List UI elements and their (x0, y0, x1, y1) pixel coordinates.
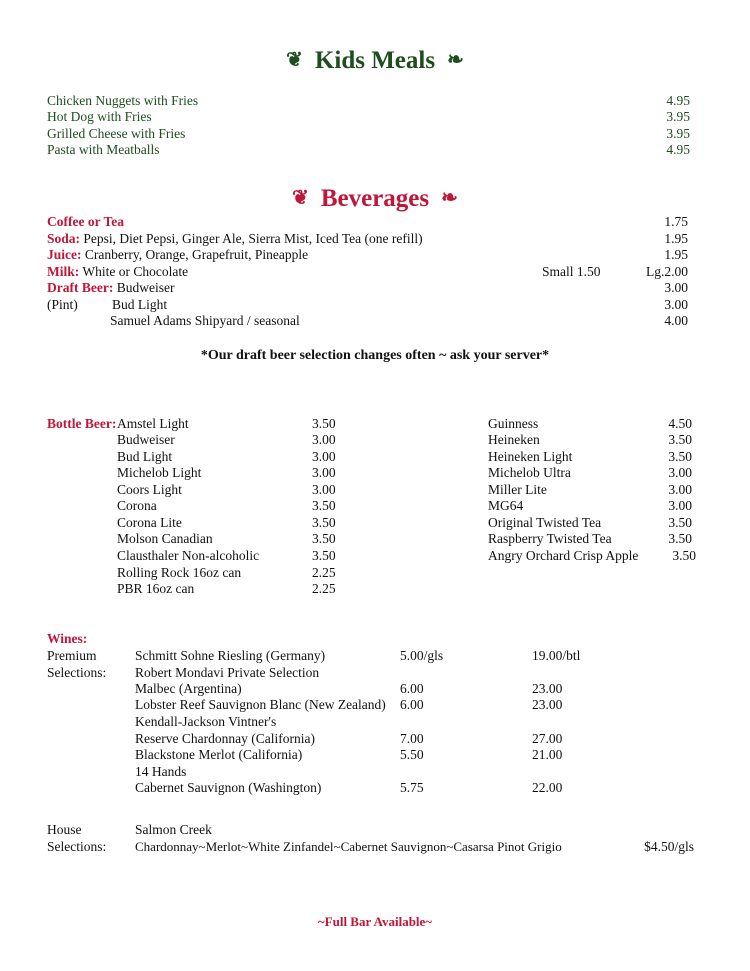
wines-label: Wines: (47, 631, 88, 646)
wine-bottle-price: 21.00 (532, 747, 563, 762)
kids-item-price: 4.95 (666, 142, 690, 157)
house-wine-list: Chardonnay~Merlot~White Zinfandel~Cabernet Sauvignon~Casarsa Pinot Grigio (135, 839, 562, 854)
draft-item-price: 3.00 (664, 297, 688, 312)
wine-bottle-price: 19.00/btl (532, 648, 581, 663)
bottle-item-price: 3.00 (312, 432, 336, 447)
bottle-item-price: 2.25 (312, 581, 336, 596)
beverages-title (0, 185, 750, 213)
wine-glass-price: 5.75 (400, 780, 424, 795)
bottle-item-price: 3.50 (668, 449, 692, 464)
bottle-beer-label: Bottle Beer: (47, 416, 117, 431)
milk-small-price: Small 1.50 (542, 264, 601, 279)
bottle-item-name: Michelob Ultra (488, 465, 571, 480)
juice-price: 1.95 (664, 247, 688, 262)
bottle-item-name: Rolling Rock 16oz can (117, 565, 242, 580)
draft-row (47, 280, 174, 296)
draft-item-price: 4.00 (664, 313, 688, 328)
wine-bottle-price: 23.00 (532, 697, 563, 712)
bottle-item-price: 3.50 (668, 531, 692, 546)
ornament-right-icon: ❧ (447, 49, 464, 71)
bottle-item-price: 3.50 (312, 515, 336, 530)
house-wine-price: $4.50/gls (644, 839, 694, 854)
draft-label: Draft Beer: (47, 280, 114, 295)
bottle-item-name: Corona Lite (117, 515, 182, 530)
kids-meals-heading: Kids Meals (314, 47, 436, 74)
bottle-item-price: 3.00 (668, 498, 692, 513)
beverages-heading: Beverages (320, 185, 430, 212)
bottle-item-name: Amstel Light (117, 416, 189, 431)
wine-item-name: 14 Hands (135, 764, 187, 779)
bottle-item-price: 3.50 (312, 498, 336, 513)
bottle-item-name: Michelob Light (117, 465, 202, 480)
bottle-item-name: Miller Lite (488, 482, 547, 497)
ornament-left-icon: ❦ (292, 187, 309, 209)
coffee-row (47, 214, 124, 230)
wine-bottle-price: 22.00 (532, 780, 563, 795)
soda-row (47, 231, 423, 247)
wine-item-name: Reserve Chardonnay (California) (135, 731, 315, 746)
wine-item-name: Cabernet Sauvignon (Washington) (135, 780, 322, 795)
wine-item-name: Malbec (Argentina) (135, 681, 242, 696)
wine-item-name: Robert Mondavi Private Selection (135, 665, 320, 680)
bottle-item-price: 3.00 (312, 482, 336, 497)
juice-row (47, 247, 308, 263)
bottle-item-name: Original Twisted Tea (488, 515, 602, 530)
draft-text: Budweiser (113, 280, 175, 295)
kids-meals-title (0, 47, 750, 75)
ornament-left-icon: ❦ (286, 49, 303, 71)
house-label: House (47, 822, 82, 837)
house-wine-brand: Salmon Creek (135, 822, 212, 837)
milk-large-price: Lg.2.00 (646, 264, 688, 279)
kids-item-price: 3.95 (666, 126, 690, 141)
bottle-item-name: Budweiser (117, 432, 175, 447)
bottle-item-price: 3.00 (312, 465, 336, 480)
soda-price: 1.95 (664, 231, 688, 246)
kids-item-name: Hot Dog with Fries (47, 109, 152, 124)
bottle-item-name: Guinness (488, 416, 539, 431)
bottle-item-price: 3.00 (668, 482, 692, 497)
bottle-item-name: Molson Canadian (117, 531, 213, 546)
wine-glass-price: 7.00 (400, 731, 424, 746)
kids-item-price: 3.95 (666, 109, 690, 124)
house-label: Selections: (47, 839, 107, 854)
wine-item-name: Lobster Reef Sauvignon Blanc (New Zealand) (135, 697, 386, 712)
kids-item-price: 4.95 (666, 93, 690, 108)
wine-glass-price: 5.00/gls (400, 648, 444, 663)
bottle-item-name: Bud Light (117, 449, 173, 464)
bottle-item-price: 2.25 (312, 565, 336, 580)
ornament-right-icon: ❧ (441, 187, 458, 209)
bottle-item-name: Coors Light (117, 482, 182, 497)
bottle-item-name: Heineken (488, 432, 540, 447)
bottle-item-price: 3.50 (672, 548, 696, 563)
kids-item-name: Pasta with Meatballs (47, 142, 160, 157)
bottle-item-name: Heineken Light (488, 449, 573, 464)
full-bar-note: ~Full Bar Available~ (317, 914, 433, 929)
bottle-item-name: MG64 (488, 498, 524, 513)
coffee-price: 1.75 (664, 214, 688, 229)
kids-item-name: Grilled Cheese with Fries (47, 126, 186, 141)
wine-bottle-price: 27.00 (532, 731, 563, 746)
bottle-item-price: 3.50 (668, 432, 692, 447)
milk-row (47, 264, 188, 280)
draft-item-name: Samuel Adams Shipyard / seasonal (110, 313, 300, 328)
milk-label: Milk: (47, 264, 80, 279)
juice-label: Juice: (47, 247, 82, 262)
kids-item-name: Chicken Nuggets with Fries (47, 93, 199, 108)
pint-label: (Pint) (47, 297, 78, 312)
soda-text: Pepsi, Diet Pepsi, Ginger Ale, Sierra Mist, Iced Tea (one refill) (80, 231, 423, 246)
milk-text: White or Chocolate (79, 264, 189, 279)
bottle-item-price: 3.50 (668, 515, 692, 530)
bottle-item-price: 4.50 (668, 416, 692, 431)
draft-price: 3.00 (664, 280, 688, 295)
wine-glass-price: 6.00 (400, 681, 424, 696)
premium-label: Premium (47, 648, 97, 663)
bottle-item-name: Clausthaler Non-alcoholic (117, 548, 260, 563)
juice-text: Cranberry, Orange, Grapefruit, Pineapple (81, 247, 309, 262)
bottle-item-name: PBR 16oz can (117, 581, 195, 596)
wine-bottle-price: 23.00 (532, 681, 563, 696)
premium-label: Selections: (47, 665, 107, 680)
bottle-item-price: 3.50 (312, 548, 336, 563)
wine-glass-price: 5.50 (400, 747, 424, 762)
draft-item-name: Bud Light (112, 297, 168, 312)
bottle-item-price: 3.50 (312, 416, 336, 431)
bottle-item-name: Corona (117, 498, 157, 513)
wine-item-name: Schmitt Sohne Riesling (Germany) (135, 648, 326, 663)
wine-item-name: Blackstone Merlot (California) (135, 747, 303, 762)
wine-item-name: Kendall-Jackson Vintner's (135, 714, 277, 729)
wine-glass-price: 6.00 (400, 697, 424, 712)
bottle-item-name: Angry Orchard Crisp Apple (488, 548, 639, 563)
bottle-item-price: 3.00 (668, 465, 692, 480)
draft-note: *Our draft beer selection changes often ~ ask your server* (200, 348, 550, 363)
bottle-item-price: 3.50 (312, 531, 336, 546)
bottle-item-price: 3.00 (312, 449, 336, 464)
coffee-label: Coffee or Tea (47, 214, 124, 229)
bottle-item-name: Raspberry Twisted Tea (488, 531, 612, 546)
soda-label: Soda: (47, 231, 81, 246)
